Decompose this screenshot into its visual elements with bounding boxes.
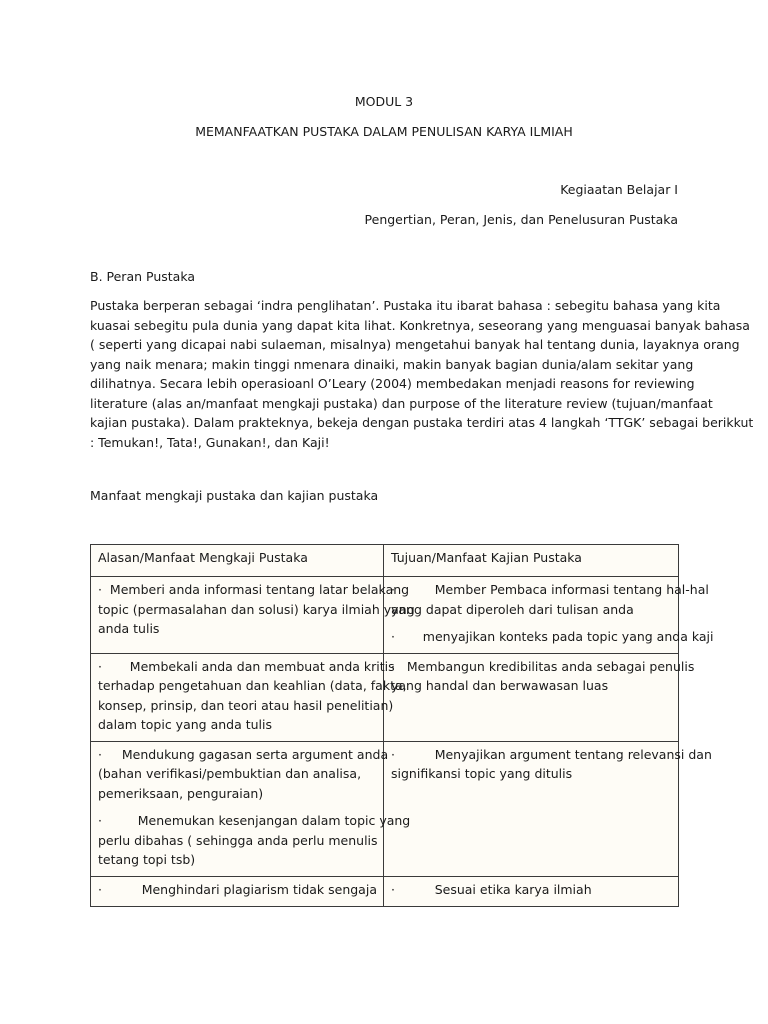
table-cell (384, 577, 714, 654)
cell-line: konsep, prinsip, dan teori atau hasil penelitian) (98, 697, 394, 713)
table-header-cell: Alasan/Manfaat Mengkaji Pustaka (91, 545, 384, 577)
activity-label: Kegiaatan Belajar I (560, 182, 678, 197)
cell-line: pemeriksaan, penguraian) (98, 785, 264, 801)
module-label: MODUL 3 (354, 94, 414, 109)
activity-subtitle: Pengertian, Peran, Jenis, dan Penelusuran Pustaka (364, 212, 678, 227)
paragraph-line: yang naik menara; makin tinggi nmenara dinaiki, makin banyak bagian dunia/alam sekitar yang (90, 356, 694, 372)
cell-line: · menyajikan konteks pada topic yang anda kaji (391, 629, 714, 644)
paragraph-line: ( seperti yang dicapai nabi sulaeman, misalnya) mengetahui banyak hal tentang dunia, layaknya orang (90, 337, 740, 352)
cell-line: dalam topic yang anda tulis (98, 717, 272, 732)
cell-line: · Sesuai etika karya ilmiah (391, 881, 592, 897)
table-cell (384, 741, 712, 876)
table-caption: Manfaat mengkaji pustaka dan kajian pustaka (90, 488, 379, 503)
cell-line: · Menemukan kesenjangan dalam topic yang (98, 813, 411, 828)
body-paragraph (90, 296, 754, 452)
table-cell (91, 577, 415, 654)
paragraph-line: dilihatnya. Secara lebih operasioanl O’Leary (2004) membedakan menjadi reasons for reviewing (90, 376, 695, 391)
cell-line: yang dapat diperoleh dari tulisan anda (391, 601, 634, 617)
paragraph-line: kuasai sebegitu pula dunia yang dapat kita lihat. Konkretnya, seseorang yang menguasai banyak bahasa (90, 317, 750, 333)
cell-line: · Membekali anda dan membuat anda kritis (98, 658, 395, 674)
paragraph-line: literature (alas an/manfaat mengkaji pustaka) dan purpose of the literature review (tujuan/manfaat (90, 395, 713, 411)
table-row (91, 653, 679, 741)
table-row (91, 876, 679, 906)
table-cell (91, 876, 384, 906)
cell-line: tetang topi tsb) (98, 852, 196, 867)
table-cell (91, 741, 411, 876)
cell-line: terhadap pengetahuan dan keahlian (data, fakta, (98, 678, 407, 693)
table-cell (384, 876, 679, 906)
paragraph-line: kajian pustaka). Dalam prakteknya, bekeja dengan pustaka terdiri atas 4 langkah ‘TTGK’ sebagai berikkut (90, 415, 754, 430)
cell-line: perlu dibahas ( sehingga anda perlu menulis (98, 832, 378, 848)
section-heading: B. Peran Pustaka (90, 269, 195, 284)
paragraph-line: Pustaka berperan sebagai ‘indra penglihatan’. Pustaka itu ibarat bahasa : sebegitu bahasa yang kita (90, 298, 721, 313)
benefits-table (90, 544, 714, 907)
document-title: MEMANFAATKAN PUSTAKA DALAM PENULISAN KARYA ILMIAH (195, 124, 573, 139)
cell-line: · Memberi anda informasi tentang latar belakang (98, 582, 410, 597)
cell-line: · Menghindari plagiarism tidak sengaja (98, 881, 377, 897)
table-header-row (91, 545, 679, 577)
table-cell (91, 653, 407, 741)
cell-line: topic (permasalahan dan solusi) karya ilmiah yang (98, 601, 415, 617)
paragraph-line: : Temukan!, Tata!, Gunakan!, dan Kaji! (90, 434, 330, 450)
table-row (91, 577, 679, 654)
table-cell (384, 653, 695, 741)
cell-line: · Membangun kredibilitas anda sebagai penulis (391, 658, 695, 674)
table-header-cell: Tujuan/Manfaat Kajian Pustaka (384, 545, 679, 577)
cell-line: yang handal dan berwawasan luas (391, 678, 609, 693)
cell-line: (bahan verifikasi/pembuktian dan analisa, (98, 766, 362, 781)
cell-line: signifikansi topic yang ditulis (391, 766, 573, 781)
cell-line: anda tulis (98, 621, 160, 636)
cell-line: · Member Pembaca informasi tentang hal-hal (391, 582, 709, 597)
cell-line: · Mendukung gagasan serta argument anda (98, 746, 389, 762)
cell-line: · Menyajikan argument tentang relevansi dan (391, 746, 712, 762)
table-row (91, 741, 679, 876)
